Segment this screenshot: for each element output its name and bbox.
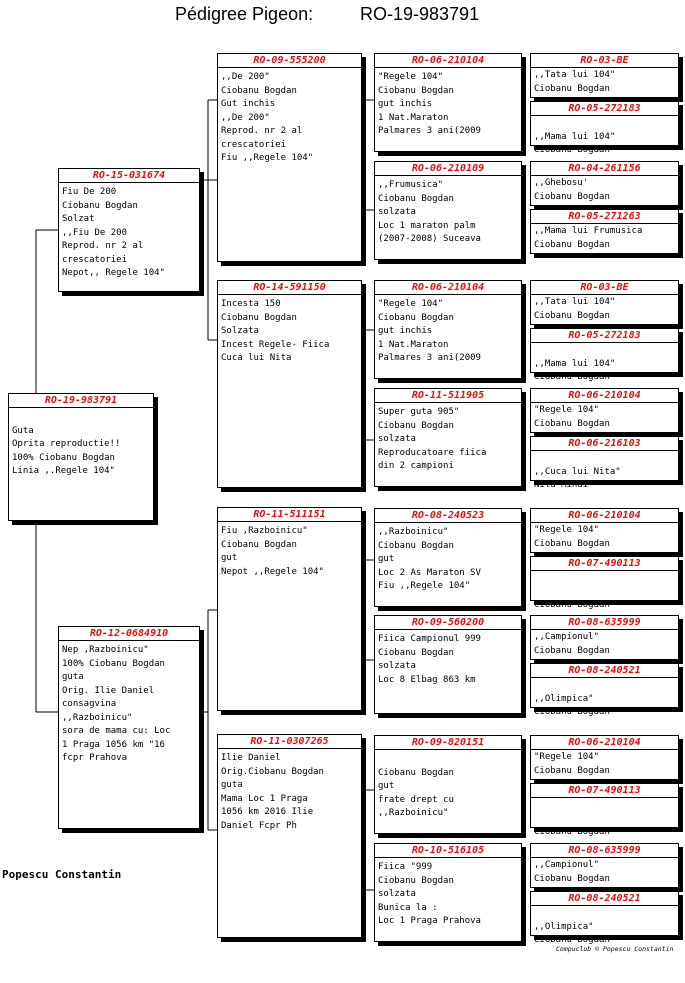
subject-ring: RO-19-983791 bbox=[9, 394, 153, 408]
pedigree-text-line: solzata bbox=[378, 434, 416, 444]
pedigree-text-line bbox=[534, 679, 678, 693]
pedigree-text-line: Loc 1 Praga Prahova bbox=[378, 916, 481, 926]
grandparent-ring: RO-09-555200 bbox=[218, 54, 361, 68]
pedigree-text-line: Fiu ,,Regele 104" bbox=[221, 153, 314, 163]
pedigree-text-line: Ciobanu Bogdan bbox=[378, 875, 454, 886]
pedigree-text-line: Bunica la : bbox=[378, 902, 438, 913]
great-great-grandparent-lines bbox=[531, 295, 678, 323]
great-great-grandparent-card[interactable] bbox=[530, 556, 679, 610]
pedigree-text-line: Ciobanu Bogdan bbox=[534, 418, 610, 429]
great-great-grandparent-card[interactable] bbox=[530, 783, 679, 837]
grandparent-card[interactable] bbox=[217, 53, 362, 262]
pedigree-text-line: ,,Mama lui 104" bbox=[534, 131, 616, 142]
great-grandparent-ring: RO-06-210109 bbox=[375, 162, 521, 176]
pedigree-text-line: (2007-2008) Suceava bbox=[378, 234, 481, 244]
pedigree-text-line: Ciobanu Bogdan bbox=[534, 83, 610, 94]
pedigree-text-line: guta bbox=[221, 780, 243, 790]
great-grandparent-card[interactable] bbox=[374, 53, 522, 152]
sire-ring: RO-15-031674 bbox=[59, 169, 199, 183]
pedigree-text-line: ,,Mama lui Frumusica bbox=[534, 226, 643, 236]
great-great-grandparent-ring: RO-08-240521 bbox=[531, 892, 678, 906]
pedigree-text-line: Ciobanu Bogdan bbox=[378, 767, 454, 778]
great-great-grandparent-lines bbox=[531, 176, 678, 204]
pedigree-text-line: din 2 campioni bbox=[378, 461, 454, 471]
pedigree-text-line: Ciobanu Bogdan bbox=[534, 935, 610, 945]
pedigree-text-line: Ciobanu Bogdan bbox=[534, 707, 610, 717]
pedigree-text-line: ,,Fiu De 200 bbox=[62, 227, 128, 238]
great-grandparent-card[interactable] bbox=[374, 508, 522, 607]
pedigree-text-line: Ciobanu Bogdan bbox=[378, 420, 454, 431]
pedigree-text-line: ,,Tata lui 104" bbox=[534, 70, 616, 80]
pedigree-text-line: Nepot ,,Regele 104" bbox=[221, 566, 324, 577]
pedigree-text-line: Incesta 150 bbox=[221, 299, 281, 309]
great-great-grandparent-card[interactable] bbox=[530, 508, 679, 553]
great-great-grandparent-ring: RO-06-210104 bbox=[531, 509, 678, 523]
great-great-grandparent-ring: RO-05-272183 bbox=[531, 329, 678, 343]
great-grandparent-ring: RO-06-210104 bbox=[375, 281, 521, 295]
pedigree-text-line: ,,Campionul" bbox=[534, 860, 600, 870]
pedigree-text-line: Solzat bbox=[62, 214, 95, 224]
subject-lines bbox=[9, 408, 153, 479]
pedigree-text-line: guta bbox=[62, 672, 84, 682]
pedigree-text-line: Palmares 3 ani(2009 bbox=[378, 353, 481, 363]
pedigree-text-line: Guta bbox=[12, 425, 34, 436]
pedigree-text-line: Oprita reproductie!! bbox=[12, 439, 121, 449]
great-great-grandparent-ring: RO-08-635999 bbox=[531, 616, 678, 630]
great-grandparent-lines bbox=[375, 858, 521, 929]
pedigree-text-line bbox=[534, 452, 678, 466]
great-grandparent-ring: RO-10-516105 bbox=[375, 844, 521, 858]
pedigree-text-line: Reprod. nr 2 al bbox=[62, 241, 144, 251]
great-great-grandparent-lines bbox=[531, 906, 678, 948]
grandparent-lines bbox=[218, 295, 361, 366]
great-great-grandparent-ring: RO-06-216103 bbox=[531, 437, 678, 451]
great-grandparent-ring: RO-09-820151 bbox=[375, 736, 521, 750]
pedigree-text-line: Ciobanu Bogdan bbox=[378, 540, 454, 551]
pedigree-text-line: Ciobanu Bogdan bbox=[534, 873, 610, 884]
pedigree-text-line: consagvina bbox=[62, 699, 117, 709]
pedigree-text-line: Solzata bbox=[221, 326, 259, 336]
pedigree-text-line: ,,Olimpica" bbox=[534, 693, 594, 704]
pedigree-text-line: 1 Nat.Maraton bbox=[378, 112, 449, 123]
pedigree-text-line: Ciobanu Bogdan bbox=[534, 765, 610, 776]
pedigree-text-line: ,,Olimpica" bbox=[534, 921, 594, 932]
great-great-grandparent-ring: RO-06-210104 bbox=[531, 736, 678, 750]
great-grandparent-card[interactable] bbox=[374, 280, 522, 379]
pedigree-text-line: "Regele 104" bbox=[534, 525, 600, 535]
great-great-grandparent-ring: RO-04-261156 bbox=[531, 162, 678, 176]
pedigree-text-line: ,,Razboinicu" bbox=[378, 527, 449, 537]
title-ring-number: RO-19-983791 bbox=[360, 4, 480, 24]
pedigree-text-line: Fiu De 200 bbox=[62, 187, 117, 197]
sire-card[interactable] bbox=[58, 168, 200, 292]
great-great-grandparent-card[interactable] bbox=[530, 436, 679, 490]
pedigree-text-line: Orig.Ciobanu Bogdan bbox=[221, 766, 324, 777]
pedigree-text-line: Linia ,.Regele 104" bbox=[12, 466, 115, 476]
great-grandparent-card[interactable] bbox=[374, 735, 522, 834]
pedigree-text-line: Loc 2 As Maraton SV bbox=[378, 567, 481, 578]
pedigree-text-line: ,,Razboinicu" bbox=[62, 712, 133, 723]
grandparent-ring: RO-11-0307265 bbox=[218, 735, 361, 749]
pedigree-text-line: Ciobanu Bogdan bbox=[221, 85, 297, 96]
great-great-grandparent-ring: RO-08-240521 bbox=[531, 664, 678, 678]
pedigree-text-line: gut bbox=[221, 553, 238, 563]
great-great-grandparent-lines bbox=[531, 451, 678, 493]
pedigree-text-line: 100% Ciobanu Bogdan bbox=[12, 452, 115, 463]
pedigree-text-line: Loc 8 Elbag 863 km bbox=[378, 674, 476, 685]
pedigree-text-line: solzata bbox=[378, 889, 416, 899]
pedigree-text-line: Ciobanu Bogdan bbox=[534, 645, 610, 656]
pedigree-text-line: Ciobanu Bogdan bbox=[534, 239, 610, 250]
pedigree-text-line: Palmares 3 ani(2009 bbox=[378, 126, 481, 136]
pedigree-text-line bbox=[534, 572, 678, 586]
pedigree-text-line: Nita Mihai bbox=[534, 480, 589, 490]
great-great-grandparent-ring: RO-07-490113 bbox=[531, 784, 678, 798]
great-grandparent-card[interactable] bbox=[374, 161, 522, 260]
grandparent-card[interactable] bbox=[217, 507, 362, 711]
great-grandparent-ring: RO-08-240523 bbox=[375, 509, 521, 523]
pedigree-text-line: Ciobanu Bogdan bbox=[534, 827, 610, 837]
great-grandparent-ring: RO-09-560200 bbox=[375, 616, 521, 630]
great-grandparent-card[interactable] bbox=[374, 843, 522, 942]
pedigree-text-line bbox=[534, 907, 678, 921]
great-great-grandparent-lines bbox=[531, 224, 678, 252]
pedigree-text-line: Ciobanu Bogdan bbox=[534, 600, 610, 610]
dam-ring: RO-12-0684910 bbox=[59, 627, 199, 641]
pedigree-text-line: Daniel Fcpr Ph bbox=[221, 820, 297, 831]
pedigree-text-line: gut bbox=[378, 554, 395, 564]
grandparent-lines bbox=[218, 749, 361, 833]
pedigree-text-line: "Regele 104" bbox=[378, 72, 444, 82]
grandparent-lines bbox=[218, 68, 361, 166]
pedigree-text-line: sora de mama cu: Loc bbox=[62, 726, 171, 736]
great-great-grandparent-lines bbox=[531, 523, 678, 551]
great-great-grandparent-lines bbox=[531, 630, 678, 658]
great-great-grandparent-ring: RO-06-210104 bbox=[531, 389, 678, 403]
pedigree-text-line: ,,Ghebosu' bbox=[534, 178, 589, 188]
great-grandparent-lines bbox=[375, 68, 521, 139]
pedigree-text-line: Incest Regele- Fiica bbox=[221, 339, 330, 350]
pedigree-text-line: ,,Mama lui 104" bbox=[534, 358, 616, 369]
pedigree-text-line: Ciobanu Bogdan bbox=[534, 372, 610, 382]
grandparent-card[interactable] bbox=[217, 280, 362, 488]
pedigree-text-line: solzata bbox=[378, 207, 416, 217]
pedigree-text-line: Cuca lui Nita bbox=[221, 353, 292, 363]
great-great-grandparent-ring: RO-05-271263 bbox=[531, 210, 678, 224]
pedigree-text-line bbox=[534, 117, 678, 131]
footer-credit: Compuclub © Popescu Constantin bbox=[556, 945, 674, 953]
great-great-grandparent-ring: RO-08-635999 bbox=[531, 844, 678, 858]
pedigree-text-line: 100% Ciobanu Bogdan bbox=[62, 658, 165, 669]
grandparent-lines bbox=[218, 522, 361, 579]
pedigree-text-line bbox=[534, 799, 678, 813]
pedigree-text-line: Fiu ,Razboinicu" bbox=[221, 526, 308, 536]
pedigree-text-line: "Regele 104" bbox=[534, 752, 600, 762]
great-great-grandparent-ring: RO-05-272183 bbox=[531, 102, 678, 116]
great-grandparent-ring: RO-11-511905 bbox=[375, 389, 521, 403]
pedigree-text-line: crescatoriei bbox=[62, 254, 128, 265]
pedigree-text-line: ,,De 200" bbox=[221, 112, 270, 123]
pedigree-text-line: Ciobanu Bogdan bbox=[378, 647, 454, 658]
pedigree-text-line bbox=[534, 813, 678, 827]
pedigree-text-line: "Regele 104" bbox=[534, 405, 600, 415]
great-grandparent-card[interactable] bbox=[374, 388, 522, 487]
great-great-grandparent-lines bbox=[531, 571, 678, 613]
subject-card[interactable] bbox=[8, 393, 154, 521]
great-great-grandparent-lines bbox=[531, 678, 678, 720]
great-great-grandparent-card[interactable] bbox=[530, 209, 679, 254]
dam-lines bbox=[59, 641, 199, 766]
pedigree-text-line: Ilie Daniel bbox=[221, 753, 281, 763]
great-grandparent-lines bbox=[375, 630, 521, 687]
great-great-grandparent-card[interactable] bbox=[530, 388, 679, 433]
great-great-grandparent-card[interactable] bbox=[530, 53, 679, 98]
pedigree-text-line bbox=[534, 586, 678, 600]
great-great-grandparent-ring: RO-07-490113 bbox=[531, 557, 678, 571]
pedigree-text-line: gut bbox=[378, 781, 395, 791]
great-great-grandparent-lines bbox=[531, 798, 678, 840]
pedigree-text-line: 1 Nat.Maraton bbox=[378, 339, 449, 350]
pedigree-text-line: gut inchis bbox=[378, 326, 433, 336]
pedigree-text-line bbox=[378, 753, 521, 767]
pedigree-text-line: frate drept cu bbox=[378, 794, 454, 805]
pedigree-text-line: Nepot,, Regele 104" bbox=[62, 268, 165, 278]
pedigree-text-line: ,,Cuca lui Nita" bbox=[534, 466, 621, 477]
pedigree-text-line: Ciobanu Bogdan bbox=[534, 191, 610, 202]
great-grandparent-lines bbox=[375, 176, 521, 247]
pedigree-text-line: Ciobanu Bogdan bbox=[534, 538, 610, 549]
pedigree-text-line: ,,Tata lui 104" bbox=[534, 297, 616, 307]
pedigree-text-line: Ciobanu Bogdan bbox=[378, 312, 454, 323]
grandparent-card[interactable] bbox=[217, 734, 362, 938]
pedigree-text-line: Fiu ,,Regele 104" bbox=[378, 581, 471, 591]
great-great-grandparent-lines bbox=[531, 116, 678, 158]
pedigree-text-line: "Regele 104" bbox=[378, 299, 444, 309]
pedigree-text-line: ,,Frumusica" bbox=[378, 180, 444, 190]
pedigree-text-line: ,,Campionul" bbox=[534, 632, 600, 642]
great-great-grandparent-card[interactable] bbox=[530, 161, 679, 206]
pedigree-text-line: gut inchis bbox=[378, 99, 433, 109]
great-great-grandparent-card[interactable] bbox=[530, 843, 679, 888]
great-great-grandparent-ring: RO-03-BE bbox=[531, 54, 678, 68]
owner-name: Popescu Constantin bbox=[2, 868, 122, 881]
great-grandparent-lines bbox=[375, 523, 521, 594]
great-great-grandparent-lines bbox=[531, 858, 678, 886]
great-great-grandparent-lines bbox=[531, 403, 678, 431]
pedigree-text-line: Reproducatoare fiica bbox=[378, 447, 487, 458]
pedigree-text-line: fcpr Prahova bbox=[62, 753, 128, 763]
great-great-grandparent-ring: RO-03-BE bbox=[531, 281, 678, 295]
great-great-grandparent-card[interactable] bbox=[530, 328, 679, 382]
title-label: Pédigree Pigeon: bbox=[175, 4, 314, 24]
pedigree-text-line: Fiica "999 bbox=[378, 862, 433, 872]
great-grandparent-lines bbox=[375, 295, 521, 366]
pedigree-text-line: 1056 km 2016 Ilie bbox=[221, 807, 314, 817]
pedigree-text-line: Ciobanu Bogdan bbox=[378, 193, 454, 204]
pedigree-text-line: Gut inchis bbox=[221, 99, 276, 109]
great-great-grandparent-lines bbox=[531, 343, 678, 385]
pedigree-text-line: Nep ,Razboinicu" bbox=[62, 645, 149, 655]
pedigree-text-line: Ciobanu Bogdan bbox=[534, 145, 610, 155]
grandparent-ring: RO-11-511151 bbox=[218, 508, 361, 522]
pedigree-text-line: Fiica Campionul 999 bbox=[378, 634, 481, 644]
great-great-grandparent-card[interactable] bbox=[530, 101, 679, 155]
pedigree-text-line: solzata bbox=[378, 661, 416, 671]
dam-card[interactable] bbox=[58, 626, 200, 829]
great-great-grandparent-card[interactable] bbox=[530, 615, 679, 660]
pedigree-text-line bbox=[12, 411, 153, 425]
great-grandparent-lines bbox=[375, 403, 521, 474]
pedigree-text-line: Mama Loc 1 Praga bbox=[221, 793, 308, 804]
pedigree-text-line: crescatoriei bbox=[221, 139, 287, 150]
great-great-grandparent-lines bbox=[531, 750, 678, 778]
pedigree-text-line: ,,Razboinicu" bbox=[378, 808, 449, 818]
great-great-grandparent-lines bbox=[531, 68, 678, 96]
pedigree-text-line: ,,De 200" bbox=[221, 72, 270, 82]
great-great-grandparent-card[interactable] bbox=[530, 735, 679, 780]
pedigree-text-line: Ciobanu Bogdan bbox=[62, 200, 138, 211]
pedigree-text-line: Reprod. nr 2 al bbox=[221, 126, 303, 136]
grandparent-ring: RO-14-591150 bbox=[218, 281, 361, 295]
pedigree-text-line: Loc 1 maraton palm bbox=[378, 220, 476, 231]
great-great-grandparent-card[interactable] bbox=[530, 891, 679, 945]
great-great-grandparent-card[interactable] bbox=[530, 280, 679, 325]
sire-lines bbox=[59, 183, 199, 281]
pedigree-text-line: Ciobanu Bogdan bbox=[221, 539, 297, 550]
pedigree-text-line: Ciobanu Bogdan bbox=[378, 85, 454, 96]
great-great-grandparent-card[interactable] bbox=[530, 663, 679, 717]
pedigree-text-line: Orig. Ilie Daniel bbox=[62, 685, 155, 696]
pedigree-text-line: Super guta 905" bbox=[378, 407, 460, 417]
pedigree-text-line bbox=[534, 344, 678, 358]
pedigree-text-line: Ciobanu Bogdan bbox=[534, 310, 610, 321]
pedigree-text-line: Ciobanu Bogdan bbox=[221, 312, 297, 323]
great-grandparent-ring: RO-06-210104 bbox=[375, 54, 521, 68]
great-grandparent-lines bbox=[375, 750, 521, 821]
great-grandparent-card[interactable] bbox=[374, 615, 522, 714]
pedigree-text-line: 1 Praga 1056 km "16 bbox=[62, 739, 165, 750]
